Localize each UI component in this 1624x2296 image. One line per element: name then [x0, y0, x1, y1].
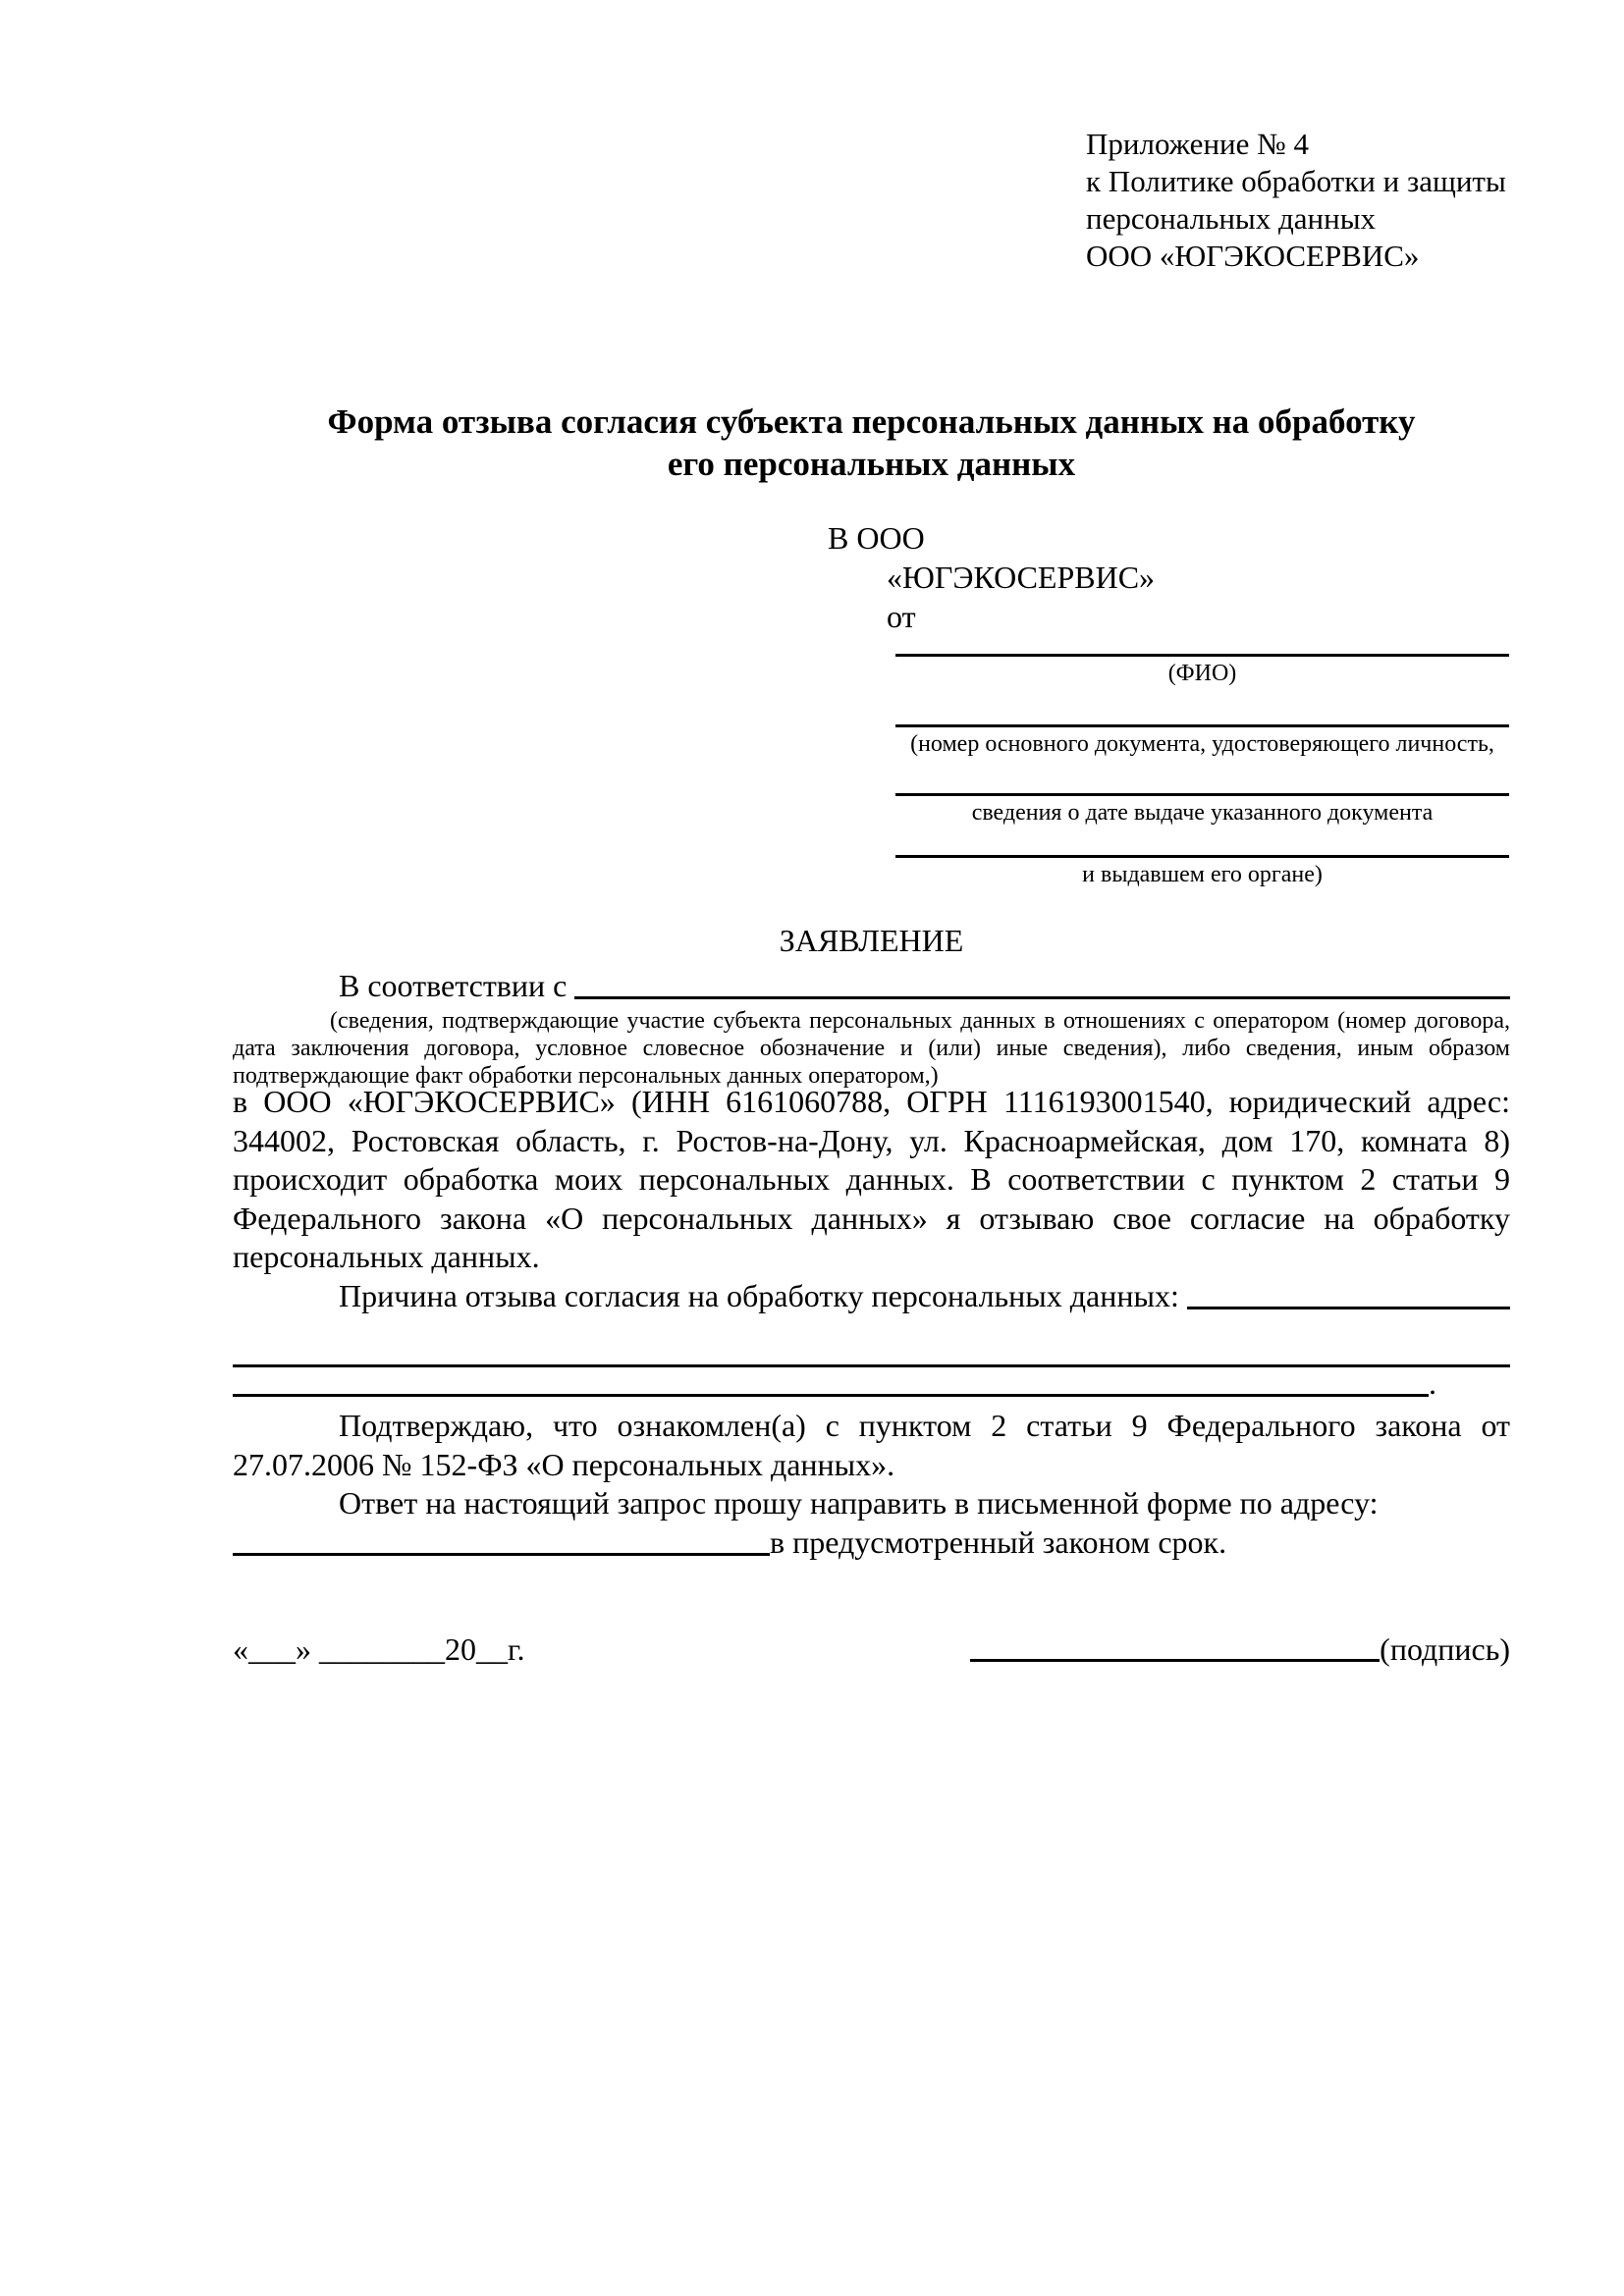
confirmation-paragraph: Подтверждаю, что ознакомлен(а) с пунктом 2 статьи 9 Федерального закона от 27.07.2006 № 152-ФЗ «О персональных данных».	[233, 1408, 1510, 1482]
accordance-label: В соответствии с	[339, 968, 568, 1003]
appendix-header-line: ООО «ЮГЭКОСЕРВИС»	[1086, 239, 1420, 273]
address-row	[233, 1522, 1510, 1562]
fio-field-line[interactable]	[895, 654, 1509, 657]
document-title-line: его персональных данных	[667, 445, 1076, 483]
accordance-blank-line[interactable]	[574, 966, 1510, 999]
fio-field-caption: (ФИО)	[1167, 661, 1237, 686]
document-title-line: Форма отзыва согласия субъекта персональных данных на обработку	[327, 402, 1416, 441]
issuing-authority-field-line[interactable]	[895, 855, 1509, 858]
signature-group	[970, 1629, 1510, 1669]
issue-date-field-caption: сведения о дате выдаче указанного документа	[971, 800, 1434, 826]
accordance-caption: (сведения, подтверждающие участие субъекта персональных данных в отношениях с оператором (номер договора, дата заключения договора, условное словесное обозначение и (или) иные сведения), либо сведения, иным образом подтверждающие факт обработки персональных данных оператором,)	[233, 1008, 1510, 1089]
reason-row	[233, 1276, 1510, 1315]
reply-request-paragraph: Ответ на настоящий запрос прошу направить в письменной форме по адресу:	[339, 1485, 1379, 1521]
statement-body: в ООО «ЮГЭКОСЕРВИС» (ИНН 6161060788, ОГРН 1116193001540, юридический адрес: 344002, Ростовская область, г. Ростов-на-Дону, ул. Красноармейская, дом 170, комната 8) происходит обработка моих персональных данных. В соответствии с пунктом 2 статьи 9 Федерального закона «О персональных данных» я отзываю свое согласие на обработку персональных данных.	[233, 1084, 1510, 1274]
reason-blank-line-3-row	[233, 1364, 1510, 1402]
appendix-header-line: персональных данных	[1086, 201, 1377, 236]
appendix-header-line: Приложение № 4	[1086, 127, 1309, 161]
addressee-block	[828, 518, 1155, 636]
document-title	[233, 400, 1510, 485]
reason-terminator: .	[1429, 1365, 1436, 1401]
document-number-field-caption: (номер основного документа, удостоверяющего личность,	[910, 731, 1494, 757]
reason-blank-line-1[interactable]	[1187, 1276, 1510, 1309]
reason-blank-line-2[interactable]	[233, 1327, 1510, 1367]
accordance-row	[233, 966, 1510, 1005]
issuing-authority-field-caption: и выдавшем его органе)	[1082, 862, 1323, 887]
appendix-header-line: к Политике обработки и защиты	[1086, 164, 1506, 198]
reply-suffix: в предусмотренный законом срок.	[770, 1524, 1227, 1560]
addressee-org-name: «ЮГЭКОСЕРВИС»	[887, 560, 1156, 595]
reason-label: Причина отзыва согласия на обработку персональных данных:	[339, 1278, 1179, 1313]
appendix-header	[1086, 126, 1506, 275]
footer-row	[233, 1629, 1510, 1669]
issue-date-field-line[interactable]	[895, 793, 1509, 796]
address-blank-line[interactable]	[233, 1522, 770, 1556]
signature-blank-line[interactable]	[970, 1659, 1380, 1662]
reason-blank-line-3[interactable]	[233, 1364, 1429, 1397]
statement-heading: ЗАЯВЛЕНИЕ	[779, 923, 964, 958]
document-number-field-line[interactable]	[895, 724, 1509, 727]
signature-caption: (подпись)	[1380, 1631, 1510, 1667]
addressee-to-prefix: В ООО	[828, 520, 925, 556]
date-blank[interactable]: «___» ________20__г.	[233, 1631, 525, 1667]
addressee-from-label: от	[887, 599, 916, 634]
